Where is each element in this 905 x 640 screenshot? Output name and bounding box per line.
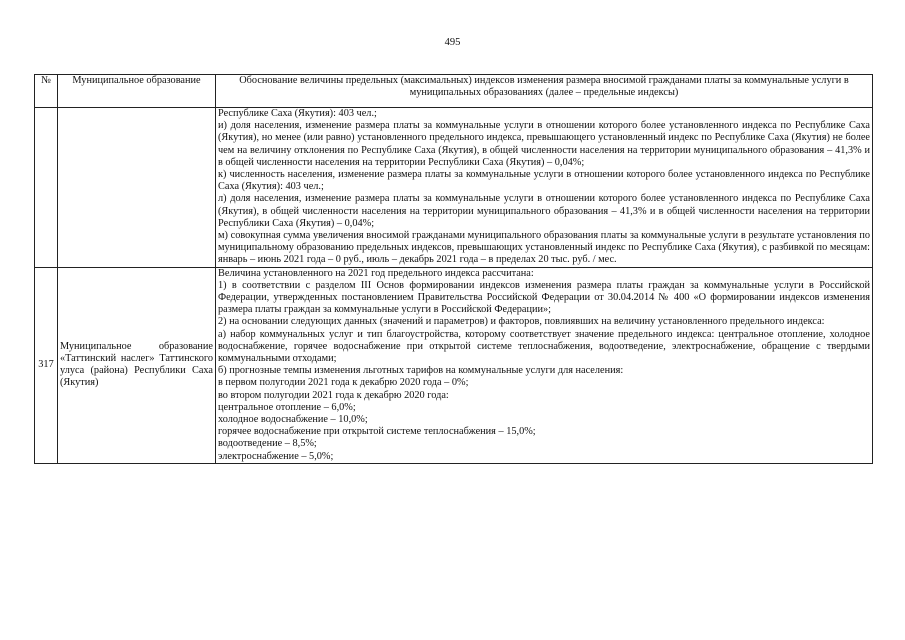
justification-paragraph: 2) на основании следующих данных (значений и параметров) и факторов, повлиявших на величину установленного предельного индекса: [218, 316, 825, 328]
justification-paragraph: л) доля населения, изменение размера платы за коммунальные услуги в отношении которого более установленного индекса по Республике Саха (Якутия), в общей численности населения на территории муниципального образования – 41,3% и в общей численности населения на территории Республики Саха (Якутия) – 0,04%; [218, 193, 870, 229]
indices-table [34, 74, 873, 464]
justification-paragraph: электроснабжение – 5,0%; [218, 450, 334, 462]
table-header-row [35, 75, 873, 108]
header-number: № [35, 75, 58, 108]
justification-paragraph: к) численность населения, изменение размера платы за коммунальные услуги в отношении которого более установленного индекса по Республике Саха (Якутия): 403 чел.; [218, 169, 870, 193]
justification-paragraph: центральное отопление – 6,0%; [218, 401, 356, 413]
page-number: 495 [444, 37, 461, 48]
justification-paragraph: водоотведение – 8,5%; [218, 438, 317, 450]
row-number [35, 108, 58, 268]
row-municipality: Муниципальное образование «Таттинский наслег» Таттинского улуса (района) Республики Саха (Якутия) [58, 267, 216, 463]
justification-paragraph: 1) в соответствии с разделом III Основ формировании индексов изменения размера платы граждан за коммунальные услуги в Российской Федерации, утвержденных постановлением Правительства Российской Федерации от 30.04.2014 № 400 «О формировании индексов изменения размера платы граждан за коммунальные услуги в Российской Федерации»; [218, 279, 870, 316]
table-row-continuation [35, 108, 873, 268]
row-justification [216, 267, 873, 463]
justification-paragraph: б) прогнозные темпы изменения льготных тарифов на коммунальные услуги для населения: [218, 365, 624, 377]
justification-paragraph: в первом полугодии 2021 года к декабрю 2020 года – 0%; [218, 377, 469, 389]
row-municipality [58, 108, 216, 268]
header-municipality: Муниципальное образование [58, 75, 216, 108]
table-row-317 [35, 267, 873, 463]
justification-paragraph: Республике Саха (Якутия): 403 чел.; [218, 108, 377, 119]
row-justification [216, 108, 873, 268]
header-justification: Обоснование величины предельных (максимальных) индексов изменения размера вносимой гражданами платы за коммунальные услуги в муниципальных образованиях (далее – предельные индексы) [216, 75, 873, 108]
justification-paragraph: холодное водоснабжение – 10,0%; [218, 414, 368, 426]
justification-paragraph: горячее водоснабжение при открытой системе теплоснабжения – 15,0%; [218, 426, 536, 438]
justification-paragraph: во втором полугодии 2021 года к декабрю 2020 года: [218, 389, 449, 401]
row-number: 317 [35, 267, 58, 463]
justification-paragraph: Величина установленного на 2021 год предельного индекса рассчитана: [218, 267, 534, 279]
justification-paragraph: а) набор коммунальных услуг и тип благоустройства, которому соответствует значение предельного индекса: центральное отопление, холодное водоснабжение, горячее водоснабжение при открытой системе теплоснабжения, водоотведение, электроснабжение, обращение с твердыми коммунальными отходами; [218, 328, 870, 365]
justification-paragraph: и) доля населения, изменение размера платы за коммунальные услуги в отношении которого более установленного индекса по Республике Саха (Якутия), но менее (или равно) установленного предельного индекса, превышающего установленный индекс по Республике Саха (Якутия) не более чем на величину отклонения по Республике Саха (Якутия), в общей численности населения на территории муниципального образования – 41,3% и в общей численности населения на территории Республики Саха (Якутия) – 0,04%; [218, 120, 870, 168]
justification-paragraph: м) совокупная сумма увеличения вносимой гражданами муниципального образования платы за коммунальные услуги в результате установления по муниципальному образованию предельных индексов, превышающих установленный индекс по Республике Саха (Якутия), с разбивкой по месяцам: январь – июнь 2021 года – 0 руб., июль – декабрь 2021 года – в пределах 20 тыс. руб. / мес. [218, 230, 870, 266]
